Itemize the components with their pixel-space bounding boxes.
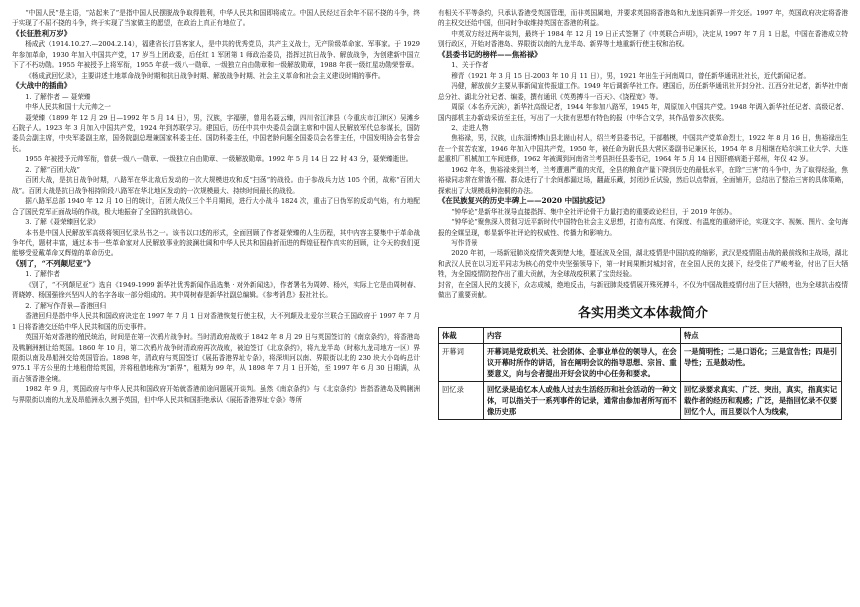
section-title-jiaoyulu: 《县委书记的榜样——焦裕禄》 <box>438 49 542 59</box>
subheading: 2. 了解写作背景—香港回归 <box>25 301 107 310</box>
paragraph: 冯健，解放前夕主要从事新闻宣传报道工作。1949 年后调新华社工作。建国后，历任新华通讯社开封分社、江西分社记者，新华社中南总分社、湖北分社记者、编委，撰有通讯《英勇搏斗一百天》、《饶程宽》等。 <box>438 82 848 101</box>
table-row <box>439 343 842 381</box>
table-cell-content: 开幕词是党政机关、社会团体、企事业单位的领导人，在会议开幕时所作的讲话，旨在阐明会议的指导思想、宗旨、重要意义，向与会者提出开好会议的中心任务和要求。 <box>484 343 681 381</box>
paragraph: 1955 年被授予元帅军衔，曾获一级八一勋章、一级独立自由勋章、一级解放勋章。1992 年 5 月 14 日 22 时 43 分，聂荣臻逝世。 <box>25 155 413 164</box>
subheading: 1. 了解作者 — 聂荣臻 <box>25 92 91 101</box>
section-title-kangyi: 《在民族复兴的历史丰碑上——2020 中国抗疫记》 <box>438 196 609 206</box>
paragraph: 《杨成武回忆录》，主要讲述土地革命战争时期和抗日战争时期、解放战争时期、社会主义革命和社会主义建设时期的事件。 <box>25 71 385 80</box>
section-title-buliedian: 《别了，“不列颠尼亚”》 <box>12 258 95 268</box>
subheading: 2. 了解“百团大战” <box>25 165 80 174</box>
table-cell-genre: 回忆录 <box>439 381 484 419</box>
table-title: 各实用类文本体裁简介 <box>577 305 708 321</box>
paragraph: 焦裕禄，男，汉族，山东淄博博山县北崮山村人，绍兰考县委书记，干部楷模，中国共产党革命烈士，1922 年 8 月 16 日，焦裕禄出生在一个贫苦农家，1946 年加入中国共产党，1950 年，被任命为尉氏县大营区委副书记兼区长，1954 年 8 月相继在哈尔滨工业大学、大连起重机厂机械加工车间进修，1962 年被调到河南省兰考县担任县委书记，1964 年 5 月 14 日因肝癌病逝于郑州，年仅 42 岁。 <box>438 134 848 164</box>
paragraph: 有相关不平等条约，只承认香港受英国管理，而非英国属地，并要求英国将香港岛和九龙连同新界一并交还。1997 年，英国政府决定将香港的主权交还给中国，但同时争取维持英国在香港的利益。 <box>438 9 848 28</box>
table-cell-features: 回忆录要求真实、广泛、突出，真实，指真实记载作者的经历和观感；广泛，是指回忆录不仅要回忆个人，而且要以个人为线索， <box>681 381 842 419</box>
paragraph: 1962 年冬，焦裕禄来到兰考，兰考遭遇严重的灾荒，全县的粮食产量下降到历史的最低水平，在除“三害”的斗争中，为了取得经验，焦裕禄同志常在常饿不醒、群众进行了十余间都漏过场，翻蔬乐藏，封闭沙丘试验，然后以点带面，全面铺开，总结出了整治三害的具体策略，探索出了大规模栽种泡桐的办法。 <box>438 165 848 195</box>
paragraph: 封省，在全国人民的支援下，众志成城，绝地反击，与新冠肺炎疫情展开殊死搏斗，不仅为中国战胜疫情付出了巨大牺牲，也为全球抗击疫情做出了重要贡献。 <box>438 280 848 300</box>
section-title-dazhan: 《大战中的插曲》 <box>12 81 72 91</box>
paragraph: “钟华论”聚焦深入贯彻习近平新时代中国特色社会主义思想，打造有高度、有深度、有温度的重磅评论，实现文字、视频、图片、金句海报的全媒呈现，彰显新华社评论的权威性、传播力和影响力。 <box>438 218 848 237</box>
paragraph: 杨成武（1914.10.27.—2004.2.14），福建省长汀县客家人，是中共的优秀党员，共产主义战士，无产阶级革命家、军事家。于 1929 年参加革命，1930 年加入中国共产党，17 岁当上团政委，后任红 1 军团第 1 师政治委员，指挥过抗日战争、解放战争，为创建新中国立下了不朽功勋。1955 年被授予上将军衔，1955 年获一级八一勋章、一级独立自由勋章和一级解放勋章，1988 年获一级红星功勋荣誉章。 <box>12 40 420 70</box>
paragraph: 百团大战，是抗日战争时期，八路军在华北敌后发动的一次大规模进攻和反“扫荡”的战役。由于参战兵力达 105 个团，故称“百团大战”。百团大战是抗日战争相持阶段八路军在华北地区发动的一次规模最大、持续时间最长的战役。 <box>12 176 420 195</box>
subheading: 1. 了解作者 <box>25 270 60 279</box>
paragraph: 聂荣臻（1899 年 12 月 29 日—1992 年 5 月 14 日），男，汉族，字福骈，曾用名聂云臻，四川省江津县（今重庆市江津区）吴滩乡石院子人。1923 年 3 月加入中国共产党，1924 年到苏联学习。建国后，历任中共中央委员会副主席和中国人民解放军代总参谋长，国防委员会副主席，中央军委副主席，国务院副总理兼国家科委主任、国防科委主任，中国老龄问题全国委员会名誉主任，中国发明协会名誉会长。 <box>12 113 420 153</box>
paragraph: 中华人民共和国十大元帅之一 <box>25 103 111 112</box>
table-row <box>439 381 842 419</box>
paragraph: 1982 年 9 月，英国政府与中华人民共和国政府开始就香港前途问题展开谈判。虽然《南京条约》与《北京条约》皆指香港岛及鸭脷洲与界限街以南的九龙及昂船洲永久割予英国，但中华人民共和国拒绝承认《展拓香港界址专条》等所 <box>12 385 420 404</box>
paragraph: 穆青（1921 年 3 月 15 日-2003 年 10 月 11 日），男，1921 年出生于河南周口，曾任新华通讯社社长，近代新闻记者。 <box>451 71 811 80</box>
paragraph: 2020 年初，一场新冠肺炎疫情突袭到楚大地，蔓延波及全国，湖北疫情是中国抗疫的缩影，武汉是疫情阻击战的最前线和主战场，湖北和武汉人民在以习近平同志为核心的党中央坚强领导下，第一时间果断封城封省，在全国人民的支援下，经受住了严峻考验，付出了巨大牺牲，为全国疫情防控作出了重大贡献，为全球战疫积累了宝贵经验。 <box>438 249 848 279</box>
subheading: 1、关于作者 <box>451 61 489 70</box>
subheading: 3. 了解《聂荣臻回忆录》 <box>25 218 100 227</box>
intro-paragraph: “中国人民”是主语，“站起来了”是指中国人民摆脱战争取得胜利，中华人民共和国即将成立。中国人民经过百余年不屈不挠的斗争，终于实现了不屈不挠的斗争，终于实现了当家做主的愿望，在政治上真正有地位了。 <box>12 9 420 28</box>
right-column <box>438 8 848 420</box>
section-title-changzheng: 《长征胜利万岁》 <box>12 28 72 38</box>
paragraph: 中英双方经过两年谈判，最终于 1984 年 12 月 19 日正式签署了《中英联合声明》，决定从 1997 年 7 月 1 日起，中国在香港成立特别行政区，开始对香港岛、界限街以南的九龙半岛、新界等土地重新行使主权和治权。 <box>438 29 848 49</box>
paragraph: 英国开始对香港的殖民统治，时间是在第一次鸦片战争时。当时清政府战败于 1842 年 8 月 29 日与英国签订的《南京条约》，将香港岛及鸭脷洲割让给英国。1860 年 10 月，第二次鸦片战争时清政府再次战败，被迫签订《北京条约》，将九龙半岛（时称九龙司地方一区）界限街以南及昂船洲交给英国管治。1898 年，清政府与英国签订《展拓香港界址专条》，将深圳河以南、界限街以北的 230 块大小岛屿总计 975.1 平方公里的土地租借给英国，并将租借地称为“新界”，租期为 99 年，从 1898 年 7 月 1 日开始，至 1997 年 6 月 30 日期满，从而占领香港全境。 <box>12 333 420 383</box>
paragraph: 本书是中国人民解放军高级将领回忆录丛书之一。该书以口述的形式，全面回顾了作者聂荣臻的人生历程，其中内容主要集中于革命战争年代，题材丰富，通过本书一些革命家对人民解放事业的波澜壮阔和中华人民共和国曲折而进的辉煌征程作真实的回顾，让今天的我们更能够受爱戴革命又辉煌的革命历史。 <box>12 228 420 258</box>
table-cell-genre: 开幕词 <box>439 343 484 381</box>
paragraph: 周原（本名乔元滨），新华社高级记者，1944 年参加八路军，1945 年，周原加入中国共产党。1948 年调入新华社任记者、高级记者、国内部机主办新动采访至主任，写出了一大批有思想有特色的报（中华合文学，其作品曾多次获奖。 <box>438 103 848 122</box>
genre-table <box>438 327 842 420</box>
table-cell-content: 回忆录是追忆本人或他人过去生活经历和社会活动的一种文体，可以指关于一系列事件的记录，通常由参加者所写而不像历史那 <box>484 381 681 419</box>
left-column <box>12 8 420 405</box>
table-header-features: 特点 <box>681 327 842 343</box>
table-header-genre: 体裁 <box>439 327 484 343</box>
table-cell-features: 一是简明性；二是口语化；三是宣告性；四是引导性；五是鼓动性。 <box>681 343 842 381</box>
subheading: 2、走进人物 <box>451 123 489 132</box>
paragraph: 香港回归是指中华人民共和国政府决定在 1997 年 7 月 1 日对香港恢复行使主权，大不列颠及北爱尔兰联合王国政府于 1997 年 7 月 1 日将香港交还给中华人民共和国的历史事件。 <box>12 312 420 331</box>
paragraph: 据八路军总部 1940 年 12 月 10 日的统计，百团大战仅三个半月期间，进行大小战斗 1824 次，重击了日伪军的反动气焰，有力地配合了国民党军正面战场的作战，极大地振奋了全国的抗战信心。 <box>12 197 420 216</box>
paragraph: “钟华论”是新华社视导直接指挥、集中全社评论骨干力量打造的重要政论栏目，于 2019 年创办。 <box>451 207 737 216</box>
table-header-content: 内容 <box>484 327 681 343</box>
subheading: 写作背景 <box>451 238 478 247</box>
table-header-row <box>439 327 842 343</box>
paragraph: 《别了，“不列颠尼亚”》选自《1949-1999 新华社优秀新闻作品选集 · 对外新闻选》，作者署名为周婷、杨兴，实际上它是由周树春、胥晓婷、杨国强徐兴坚四人的名字各取一部分组成的。其中周树春是新华社副总编辑。《参考消息》报社社长。 <box>12 280 420 300</box>
